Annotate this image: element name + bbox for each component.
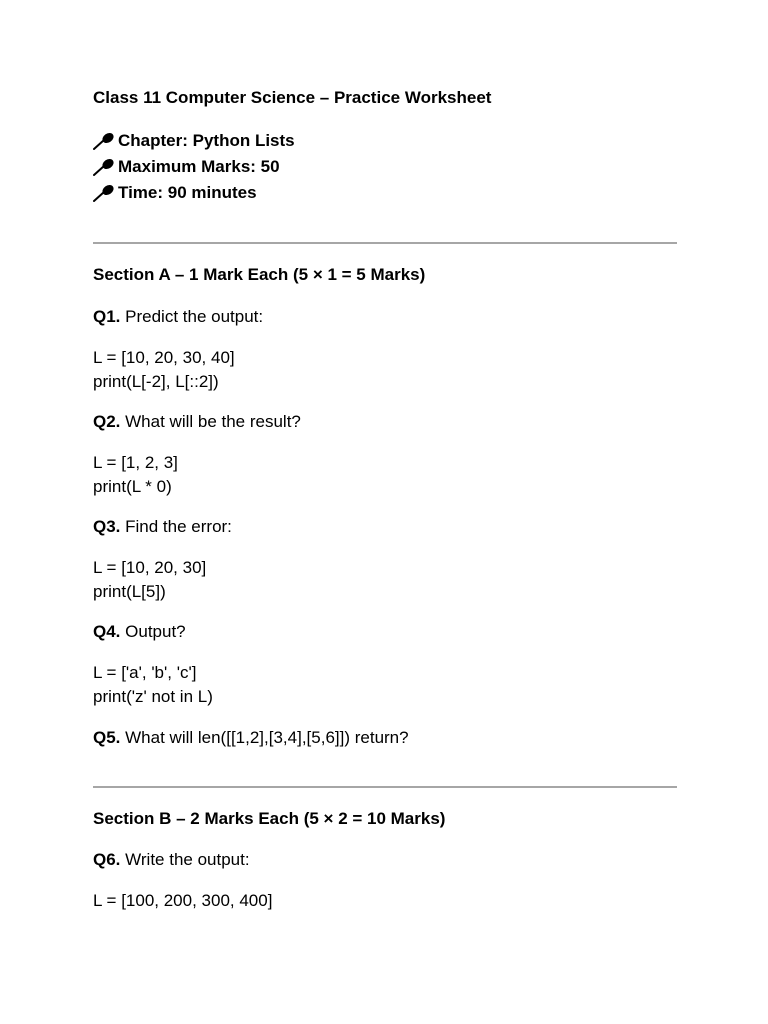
- code-line: print(L * 0): [93, 477, 172, 496]
- question-number: Q4.: [93, 622, 121, 641]
- worksheet-page: [93, 0, 677, 1024]
- meta-chapter-text: Chapter: Python Lists: [118, 131, 295, 150]
- meta-time: [93, 183, 257, 203]
- meta-marks-text: Maximum Marks: 50: [118, 157, 280, 176]
- code-line: L = [10, 20, 30, 40]: [93, 348, 235, 367]
- code-line: L = [10, 20, 30]: [93, 558, 207, 577]
- code-block-4: [93, 661, 213, 709]
- question-text: Output?: [125, 622, 186, 641]
- question-text: Find the error:: [125, 517, 232, 536]
- question-text: Predict the output:: [125, 307, 264, 326]
- question-number: Q5.: [93, 728, 121, 747]
- divider: [93, 786, 677, 788]
- meta-marks: [93, 157, 280, 177]
- pushpin-icon: [93, 132, 115, 150]
- question-number: Q2.: [93, 412, 121, 431]
- question-number: Q6.: [93, 850, 121, 869]
- question-number: Q3.: [93, 517, 121, 536]
- pushpin-icon: [93, 158, 115, 176]
- question-text: Write the output:: [125, 850, 250, 869]
- question-1: [93, 307, 263, 327]
- question-number: Q1.: [93, 307, 121, 326]
- section-a-heading: Section A – 1 Mark Each (5 × 1 = 5 Marks): [93, 265, 426, 284]
- code-line: print(L[-2], L[::2]): [93, 372, 219, 391]
- code-line: print('z' not in L): [93, 687, 213, 706]
- question-5: [93, 728, 409, 748]
- worksheet-title: Class 11 Computer Science – Practice Worksheet: [93, 88, 492, 107]
- question-text: What will be the result?: [125, 412, 301, 431]
- code-block-3: [93, 556, 206, 604]
- code-block-6: [93, 889, 272, 913]
- code-line: print(L[5]): [93, 582, 166, 601]
- question-2: [93, 412, 301, 432]
- meta-chapter: [93, 131, 295, 151]
- question-4: [93, 622, 186, 642]
- meta-time-text: Time: 90 minutes: [118, 183, 257, 202]
- divider: [93, 242, 677, 244]
- code-line: L = ['a', 'b', 'c']: [93, 663, 197, 682]
- pushpin-icon: [93, 184, 115, 202]
- question-text: What will len([[1,2],[3,4],[5,6]]) return?: [125, 728, 409, 747]
- question-6: [93, 850, 250, 870]
- code-line: L = [100, 200, 300, 400]: [93, 891, 273, 910]
- section-b-heading: Section B – 2 Marks Each (5 × 2 = 10 Marks): [93, 809, 446, 828]
- question-3: [93, 517, 232, 537]
- code-line: L = [1, 2, 3]: [93, 453, 178, 472]
- code-block-1: [93, 346, 235, 394]
- code-block-2: [93, 451, 178, 499]
